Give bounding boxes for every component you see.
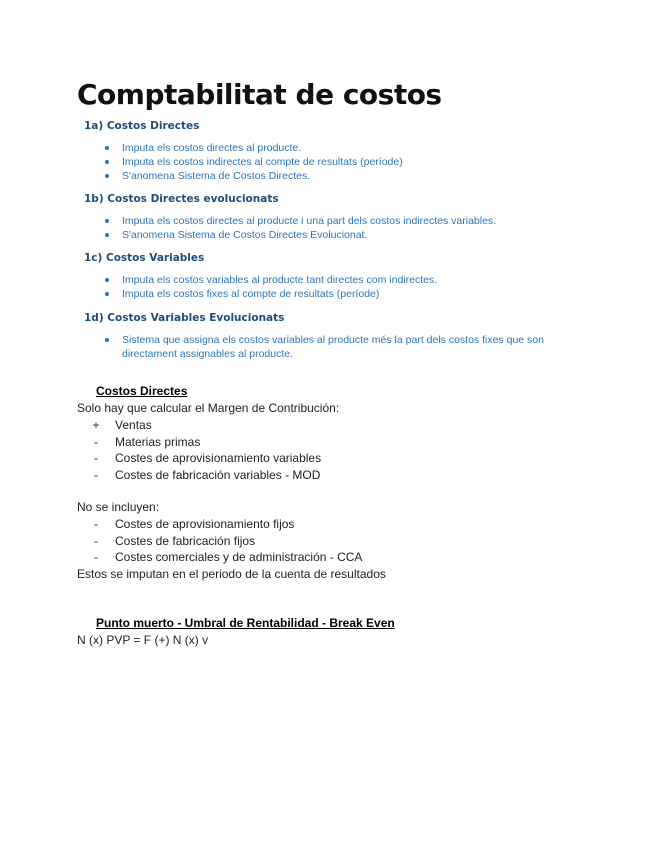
list-mark: + bbox=[92, 418, 100, 432]
punto-muerto-heading: Punto muerto - Umbral de Rentabilidad - Break Even bbox=[96, 616, 395, 630]
excluded-intro: No se incluyen: bbox=[77, 500, 160, 514]
section-heading: 1b) Costos Directes evolucionats bbox=[84, 193, 279, 205]
list-text: Costes de aprovisionamiento fijos bbox=[115, 517, 295, 531]
list-text: Costes de fabricación fijos bbox=[115, 533, 256, 548]
break-even-formula: N (x) PVP = F (+) N (x) v bbox=[77, 633, 209, 647]
costos-directes-heading: Costos Directes bbox=[96, 384, 188, 398]
list-text: Ventas bbox=[115, 418, 152, 432]
section-costos-variables bbox=[84, 252, 604, 301]
list-item bbox=[77, 533, 362, 550]
list-text: Costes de aprovisionamiento variables bbox=[115, 451, 322, 466]
list-item: S'anomena Sistema de Costos Directes Evolucionat. bbox=[84, 228, 604, 242]
bullet-list bbox=[84, 141, 604, 183]
section-costos-directes bbox=[84, 120, 604, 183]
list-item: Imputa els costos variables al producte tant directes com indirectes. bbox=[84, 273, 604, 287]
list-item bbox=[77, 549, 362, 566]
excluded-note: Estos se imputan en el periodo de la cuenta de resultados bbox=[77, 567, 386, 581]
list-item: Imputa els costos directes al producte i una part dels costos indirectes variables. bbox=[84, 214, 604, 228]
list-item bbox=[77, 516, 362, 533]
bullet-list bbox=[84, 333, 584, 361]
list-item: S'anomena Sistema de Costos Directes. bbox=[84, 169, 604, 183]
margen-intro: Solo hay que calcular el Margen de Contribución: bbox=[77, 401, 340, 415]
section-costos-variables-evolucionats bbox=[84, 312, 584, 361]
list-item bbox=[77, 467, 321, 484]
section-heading: 1c) Costos Variables bbox=[84, 252, 205, 264]
list-text: Costes de fabricación variables - MOD bbox=[115, 468, 321, 483]
section-heading: 1d) Costos Variables Evolucionats bbox=[84, 312, 285, 324]
list-mark: - bbox=[94, 468, 98, 483]
list-item bbox=[77, 417, 321, 434]
list-item: Imputa els costos fixes al compte de resultats (període) bbox=[84, 287, 604, 301]
list-mark: - bbox=[94, 533, 98, 548]
bullet-list bbox=[84, 273, 604, 301]
list-item: Imputa els costos indirectes al compte de resultats (període) bbox=[84, 155, 604, 169]
list-text: Costes comerciales y de administración - CCA bbox=[115, 550, 363, 565]
section-costos-directes-evolucionats bbox=[84, 193, 604, 242]
excluded-list bbox=[77, 516, 362, 566]
list-mark: - bbox=[94, 434, 98, 449]
margen-list bbox=[77, 417, 321, 484]
list-mark: - bbox=[94, 517, 98, 531]
section-heading: 1a) Costos Directes bbox=[84, 120, 200, 132]
list-item bbox=[77, 450, 321, 467]
list-text: Materias primas bbox=[115, 434, 201, 449]
list-item: Sistema que assigna els costos variables al producte més la part dels costos fixes que son directament assignables al producte. bbox=[84, 333, 584, 361]
list-mark: - bbox=[94, 550, 98, 565]
bullet-list bbox=[84, 214, 604, 242]
list-item: Imputa els costos directes al producte. bbox=[84, 141, 604, 155]
list-item bbox=[77, 434, 321, 451]
list-mark: - bbox=[94, 451, 98, 466]
page-title: Comptabilitat de costos bbox=[77, 78, 442, 111]
